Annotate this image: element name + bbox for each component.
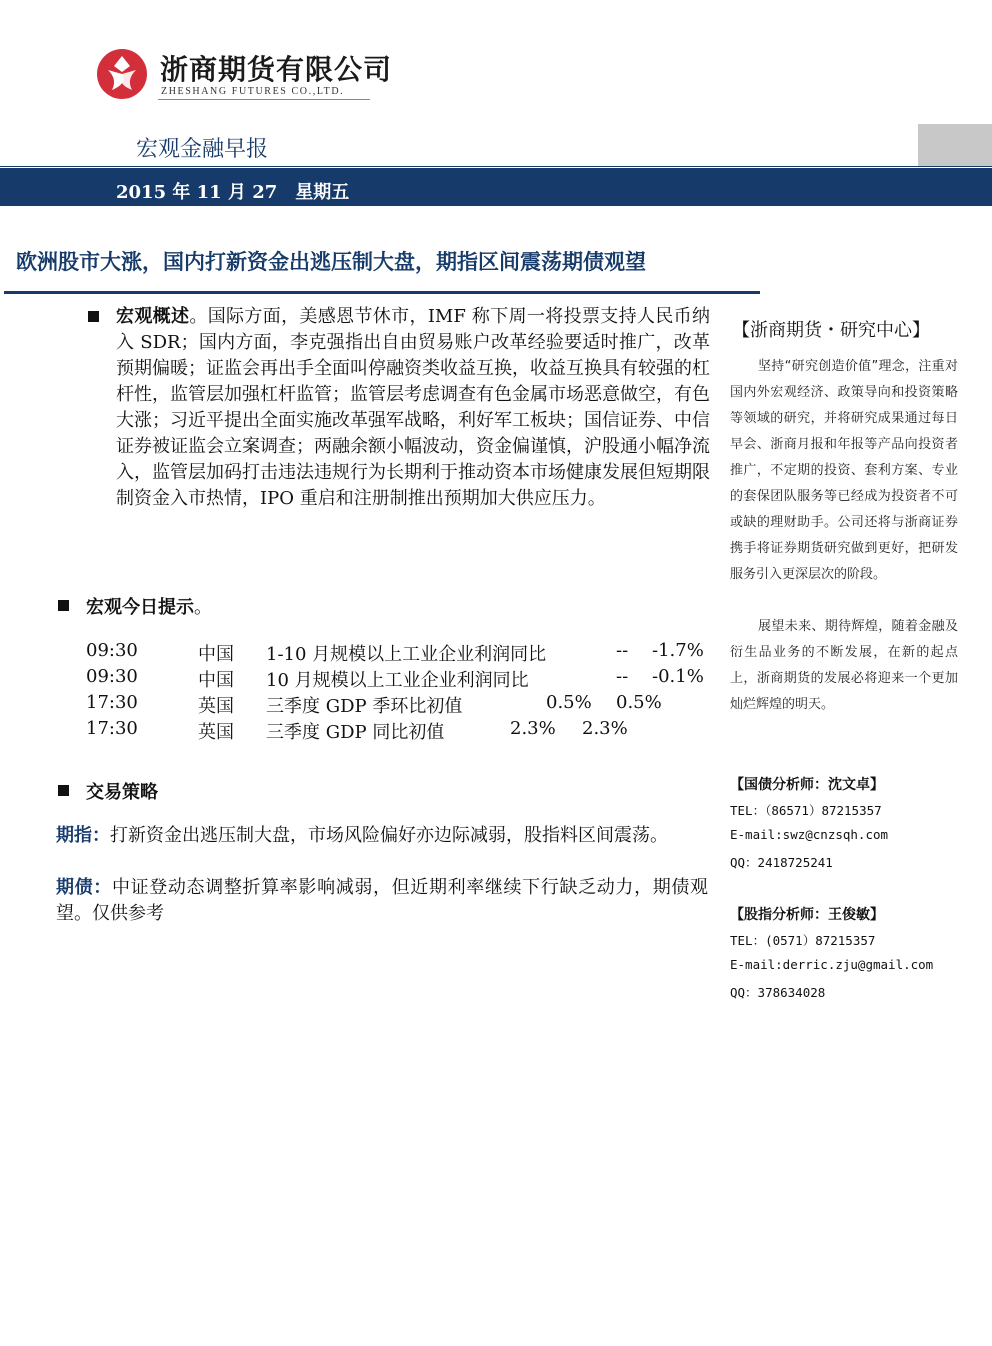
analyst-qq: QQ：378634028 xyxy=(730,985,826,1000)
research-center-title: 【浙商期货・研究中心】 xyxy=(732,320,930,341)
event-country: 中国 xyxy=(198,644,234,665)
event-name: 10 月规模以上工业企业利润同比 xyxy=(266,670,529,691)
event-actual: 2.3% xyxy=(582,718,628,739)
event-name: 1-10 月规模以上工业企业利润同比 xyxy=(266,644,547,665)
event-actual: -0.1% xyxy=(652,666,704,687)
event-time: 17:30 xyxy=(86,692,138,713)
header-rule xyxy=(0,166,992,167)
analyst-name: 【国债分析师：沈文卓】 xyxy=(730,777,884,793)
company-logo-icon xyxy=(96,48,148,100)
analyst-tel: TEL：（86571）87215357 xyxy=(730,803,882,818)
research-center-outlook: 展望未来、期待辉煌，随着金融及衍生品业务的不断发展，在新的起点上，浙商期货的发展必将迎来一个更加灿烂辉煌的明天。 xyxy=(730,619,958,712)
headline-rule xyxy=(4,291,760,294)
headline: 欧洲股市大涨，国内打新资金出逃压制大盘，期指区间震荡期债观望 xyxy=(16,250,646,274)
event-actual: 0.5% xyxy=(616,692,662,713)
strategy-key: 期债： xyxy=(56,877,112,898)
overview-lead: 宏观概述 xyxy=(116,306,190,327)
analyst-tel: TEL：(0571）87215357 xyxy=(730,933,876,948)
strategy-bond-futures xyxy=(56,875,708,927)
event-prev: 2.3% xyxy=(510,718,556,739)
company-name-en: ZHESHANG FUTURES CO.,LTD. xyxy=(161,86,345,97)
strategy-text: 中证登动态调整折算率影响减弱，但近期利率继续下行缺乏动力，期债观望。仅供参考 xyxy=(56,877,709,924)
bullet-square-icon xyxy=(88,311,99,322)
report-date: 2015 年 11 月 27 星期五 xyxy=(116,182,350,203)
analyst-name: 【股指分析师：王俊敏】 xyxy=(730,907,884,923)
event-time: 09:30 xyxy=(86,640,138,661)
strategy-text: 打新资金出逃压制大盘，市场风险偏好亦边际减弱，股指料区间震荡。 xyxy=(110,825,668,846)
macro-overview xyxy=(116,304,710,512)
event-actual: -1.7% xyxy=(652,640,704,661)
event-time: 09:30 xyxy=(86,666,138,687)
event-name: 三季度 GDP 季环比初值 xyxy=(266,696,463,717)
event-prev: -- xyxy=(616,640,629,661)
logo-divider xyxy=(158,99,370,100)
event-country: 中国 xyxy=(198,670,234,691)
company-name-cn: 浙商期货有限公司 xyxy=(160,53,393,86)
event-country: 英国 xyxy=(198,722,234,743)
strategy-key: 期指： xyxy=(56,825,110,846)
event-prev: 0.5% xyxy=(546,692,592,713)
event-name: 三季度 GDP 同比初值 xyxy=(266,722,445,743)
strategy-index-futures xyxy=(56,823,708,849)
report-type: 宏观金融早报 xyxy=(136,137,269,162)
overview-text: 。国际方面，美感恩节休市，IMF 称下周一将投票支持人民币纳入 SDR；国内方面，李克强指出自由贸易账户改革经验要适时推广，改革预期偏暖；证监会再出手全面叫停融资类收益互换，收益互换具有较强的杠杆性，监管层加强杠杆监管；监管层考虑调查有色金属市场恶意做空，有色大涨；习近平提出全面实施改革强军战略，利好军工板块；国信证券、中信证券被证监会立案调查；两融余额小幅波动，资金偏谨慎，沪股通小幅净流入，监管层加码打击违法违规行为长期利于推动资本市场健康发展但短期限制资金入市热情，IPO 重启和注册制推出预期加大供应压力。 xyxy=(116,306,711,509)
bullet-square-icon xyxy=(58,600,69,611)
event-time: 17:30 xyxy=(86,718,138,739)
research-center-intro: 坚持“研究创造价值”理念，注重对国内外宏观经济、政策导向和投资策略等领域的研究，并将研究成果通过每日早会、浙商月报和年报等产品向投资者推广，不定期的投资、套利方案、专业的套保团队服务等已经成为投资者不可或缺的理财助手。公司还将与浙商证券携手将证券期货研究做到更好，把研发服务引入更深层次的阶段。 xyxy=(730,359,958,582)
event-country: 英国 xyxy=(198,696,234,717)
strategy-section-title: 交易策略 xyxy=(86,782,158,803)
header-grey-tab xyxy=(918,124,992,166)
analyst-qq: QQ：2418725241 xyxy=(730,855,833,870)
bullet-square-icon xyxy=(58,785,69,796)
event-prev: -- xyxy=(616,666,629,687)
analyst-email[interactable]: E-mail:swz@cnzsqh.com xyxy=(730,827,889,842)
analyst-email[interactable]: E-mail:derric.zju@gmail.com xyxy=(730,957,934,972)
today-section-title: 宏观今日提示。 xyxy=(86,597,212,618)
